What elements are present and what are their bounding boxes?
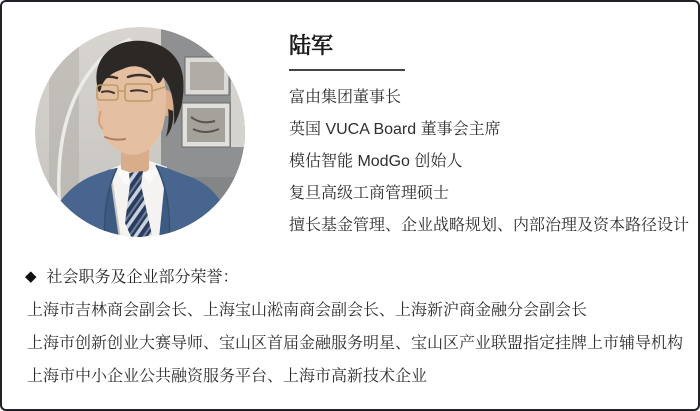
- bio-line-education: 复旦高级工商管理硕士: [289, 185, 450, 202]
- bio-lines: [289, 82, 689, 242]
- honors-section: [25, 262, 687, 393]
- honors-line-platform: 上海市中小企业公共融资服务平台、上海市高新技术企业: [27, 368, 428, 385]
- profile-info: [289, 32, 689, 242]
- honors-title: 社会职务及企业部分荣誉：: [46, 269, 239, 286]
- bio-line-expertise: 擅长基金管理、企业战略规划、内部治理及资本路径设计: [289, 217, 690, 234]
- bio-line-vuca: 英国 VUCA Board 董事会主席: [289, 121, 501, 138]
- person-name: 陆军: [289, 33, 334, 58]
- bio-line-modgo: 模估智能 ModGo 创始人: [289, 153, 463, 170]
- honors-heading: [25, 262, 687, 294]
- portrait-photo: [35, 27, 245, 237]
- bio-line-company: 富由集团董事长: [289, 89, 402, 106]
- honors-line-awards: 上海市创新创业大赛导师、宝山区首届金融服务明星、宝山区产业联盟指定挂牌上市辅导机构: [27, 335, 684, 352]
- diamond-bullet-icon: ◆: [25, 268, 37, 285]
- honors-line-chambers: 上海市吉林商会副会长、上海宝山淞南商会副会长、上海新沪商金融分会副会长: [27, 302, 588, 319]
- portrait-illustration: [35, 27, 245, 237]
- name-underline: [289, 69, 405, 71]
